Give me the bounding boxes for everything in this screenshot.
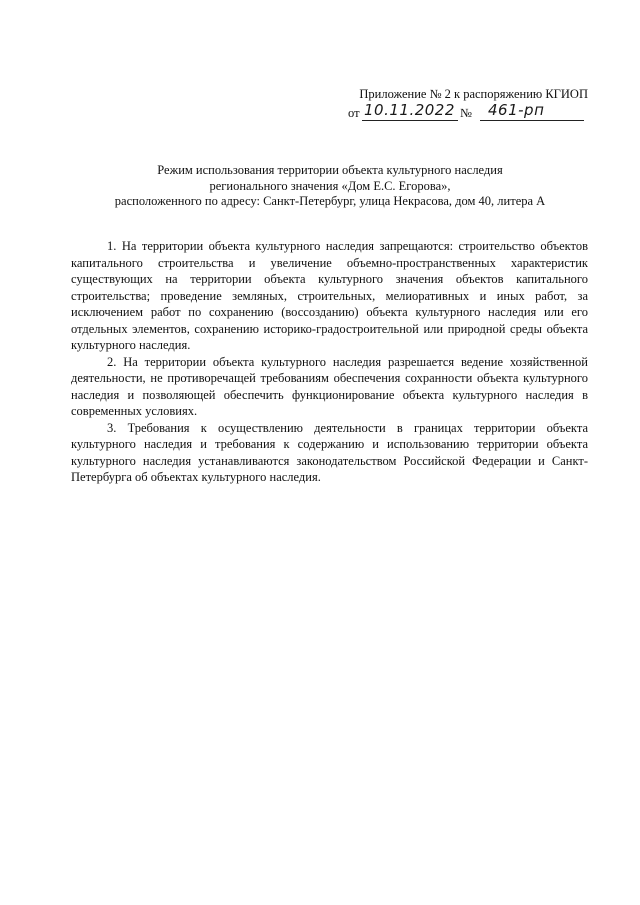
number-underline xyxy=(480,120,584,121)
paragraph-1: 1. На территории объекта культурного наследия запрещаются: строительство объектов капитального строительства и увеличение объемно-пространственных характеристик существующих на территории объекта культурного значения объектов капитального строительства; проведение земляных, строительных, мелиоративных и иных работ, за исключением работ по сохранению (воссозданию) объекта культурного наследия или его отдельных элементов, сохранению историко-градостроительной или природной среды объекта культурного наследия. xyxy=(71,239,588,352)
date-underline xyxy=(362,120,458,121)
document-title xyxy=(60,163,600,210)
number-sign: № xyxy=(460,106,472,120)
from-label: от xyxy=(348,106,360,120)
order-date-number-line xyxy=(348,103,588,125)
title-line-2: регионального значения «Дом Е.С. Егорова», xyxy=(209,178,451,193)
order-number: 461-рп xyxy=(488,101,545,119)
order-date: 10.11.2022 xyxy=(364,101,455,119)
appendix-reference: Приложение № 2 к распоряжению КГИОП xyxy=(359,87,588,101)
appendix-header xyxy=(328,86,588,125)
paragraph-2: 2. На территории объекта культурного наследия разрешается ведение хозяйственной деятельности, не противоречащей требованиям обеспечения сохранности объекта культурного наследия и позволяющей обеспечить функционирование объекта культурного наследия в современных условиях. xyxy=(71,354,588,418)
paragraph-3: 3. Требования к осуществлению деятельности в границах территории объекта культурного наследия и требования к содержанию и использованию территории объекта культурного наследия устанавливаются законодательством Российской Федерации и Санкт-Петербурга об объектах культурного наследия. xyxy=(71,420,588,484)
title-line-1: Режим использования территории объекта культурного наследия xyxy=(157,163,503,177)
document-body xyxy=(71,238,588,486)
title-line-3: расположенного по адресу: Санкт-Петербург, улица Некрасова, дом 40, литера А xyxy=(114,194,546,208)
